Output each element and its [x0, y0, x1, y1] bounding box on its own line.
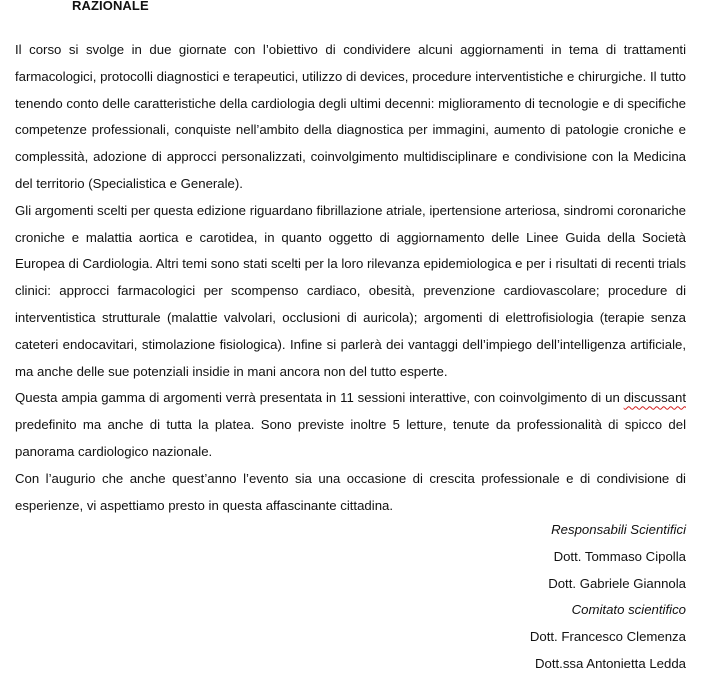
- body-text: [15, 37, 686, 519]
- signatory-name: Dott. Francesco Clemenza: [529, 629, 686, 645]
- spellcheck-flagged-word[interactable]: discussant: [623, 390, 686, 406]
- role-scientific-managers: Responsabili Scientifici: [551, 522, 686, 537]
- paragraph-sessions: [15, 385, 686, 465]
- role-scientific-committee: Comitato scientifico: [571, 602, 686, 618]
- signatory-name: Dott.ssa Antonietta Ledda: [534, 655, 686, 671]
- paragraph-closing: Con l’augurio che anche quest’anno l’evento sia una occasione di crescita professionale e di condivisione di esperienze, vi aspettiamo presto in questa affascinante cittadina.: [15, 470, 686, 513]
- signature-block: [530, 517, 686, 678]
- signatory-name: Dott. Tommaso Cipolla: [553, 548, 686, 564]
- paragraph-sessions-end: predefinito ma anche di tutta la platea. Sono previste inoltre 5 letture, tenute da professionalità di spicco del panorama cardiologico nazionale.: [15, 417, 686, 459]
- section-heading: RAZIONALE: [72, 0, 149, 13]
- paragraph-intro: Il corso si svolge in due giornate con l’obiettivo di condividere alcuni aggiornamenti in tema di trattamenti farmacologici, protocolli diagnostici e terapeutici, utilizzo di devices, procedure interventistiche e chirurgiche. Il tutto tenendo conto delle caratteristiche della cardiologia degli ultimi decenni: miglioramento di tecnologie e di specifiche competenze professionali, conquiste nell’ambito della diagnostica per immagini, aumento di patologie croniche e complessità, adozione di approcci personalizzati, coinvolgimento multidisciplinare e condivisione con la Medicina del territorio (Specialistica e Generale).: [15, 42, 686, 191]
- paragraph-topics: Gli argomenti scelti per questa edizione riguardano fibrillazione atriale, ipertensione arteriosa, sindromi coronariche croniche e malattia aortica e carotidea, in quanto oggetto di aggiornamento delle Linee Guida della Società Europea di Cardiologia. Altri temi sono stati scelti per la loro rilevanza epidemiologica e per i risultati di recenti trials clinici: approcci farmacologici per scompenso cardiaco, obesità, prevenzione cardiovascolare; procedure di interventistica strutturale (malattie valvolari, occlusioni di auricola); argomenti di elettrofisiologia (terapie senza cateteri endocavitari, stimolazione fisiologica). Infine si parlerà dei vantaggi dell’impiego dell’intelligenza artificiale, ma anche delle sue potenziali insidie in mani ancora non del tutto esperte.: [15, 202, 686, 379]
- paragraph-sessions-start: Questa ampia gamma di argomenti verrà presentata in 11 sessioni interattive, con coinvolgimento di un: [15, 390, 624, 406]
- signatory-name: Dott. Gabriele Giannola: [548, 575, 686, 591]
